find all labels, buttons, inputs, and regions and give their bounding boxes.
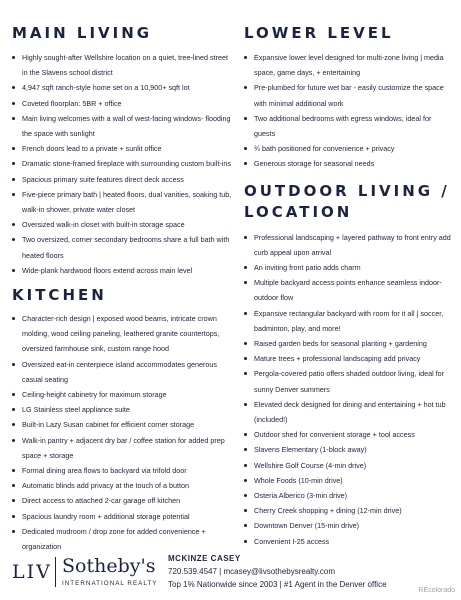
list-item: Outdoor shed for convenient storage + tool access [244,427,454,442]
list-item: Downtown Denver (15-min drive) [244,518,454,533]
outdoor-location-section [244,181,454,549]
list-item: Expansive rectangular backyard with room for it all | soccer, badminton, play, and more! [244,306,454,336]
list-item: Elevated deck designed for dining and entertaining + hot tub (included!) [244,397,454,427]
list-item: Two oversized, corner secondary bedrooms share a full bath with heated floors [12,232,234,262]
list-item: Osteria Alberico (3-min drive) [244,488,454,503]
list-item: Two additional bedrooms with egress windows, ideal for guests [244,111,454,141]
international-realty-label: INTERNATIONAL REALTY [62,580,158,587]
list-item: Built-in Lazy Susan cabinet for efficient corner storage [12,417,234,432]
list-item: Expansive lower level designed for multi-zone living | media space, game days, + entertaining [244,50,454,80]
kitchen-heading: KITCHEN [12,286,107,305]
list-item: Wellshire Golf Course (4-min drive) [244,458,454,473]
list-item: Multiple backyard access points enhance seamless indoor-outdoor flow [244,275,454,305]
sothebys-logo: Sotheby's [62,555,156,577]
list-item: Main living welcomes with a wall of west-facing windows- flooding the space with sunlight [12,111,234,141]
list-item: Five-piece primary bath | heated floors, dual vanities, soaking tub, walk-in shower, private water closet [12,187,234,217]
main-living-heading: MAIN LIVING [12,24,153,42]
list-item: Coveted floorplan: 5BR + office [12,96,234,111]
list-item: Walk-in pantry + adjacent dry bar / coffee station for added prep space + storage [12,433,234,463]
list-item: Highly sought-after Wellshire location on a quiet, tree-lined street in the Slavens school district [12,50,234,80]
list-item: Professional landscaping + layered pathway to front entry add curb appeal upon arrival [244,230,454,260]
main-living-list [12,50,234,278]
list-item: Direct access to attached 2-car garage off kitchen [12,493,234,508]
list-item: Formal dining area flows to backyard via trifold door [12,463,234,478]
list-item: Convenient I-25 access [244,534,454,549]
lower-level-list [244,50,454,172]
list-item: Slavens Elementary (1-block away) [244,442,454,457]
agent-tagline: Top 1% Nationwide since 2003 | #1 Agent in the Denver office [168,580,387,589]
list-item: Raised garden beds for seasonal planting + gardening [244,336,454,351]
list-item: Wide-plank hardwood floors extend across main level [12,263,234,278]
lower-level-heading: LOWER LEVEL [244,24,394,42]
list-item: ¾ bath positioned for convenience + privacy [244,141,454,156]
list-item: Dedicated mudroom / drop zone for added convenience + organization [12,524,234,554]
list-item: Generous storage for seasonal needs [244,156,454,171]
list-item: Ceiling-height cabinetry for maximum storage [12,387,234,402]
list-item: Spacious primary suite features direct deck access [12,172,234,187]
list-item: LG Stainless steel appliance suite [12,402,234,417]
list-item: French doors lead to a private + sunlit office [12,141,234,156]
list-item: Dramatic stone-framed fireplace with surrounding custom built-ins [12,156,234,171]
logo-divider [55,557,56,587]
list-item: Pergola-covered patio offers shaded outdoor living, ideal for sunny Denver summers [244,366,454,396]
list-item: Cherry Creek shopping + dining (12-min drive) [244,503,454,518]
lower-level-section [244,24,454,172]
agent-contact[interactable]: 720.539.4547 | mcasey@livsothebysrealty.com [168,567,336,576]
agent-name: MCKINZE CASEY [168,554,241,563]
list-item: An inviting front patio adds charm [244,260,454,275]
list-item: Oversized walk-in closet with built-in storage space [12,217,234,232]
left-column [12,0,234,554]
main-living-section [12,24,234,278]
outdoor-location-heading: OUTDOOR LIVING / LOCATION [244,181,450,221]
recolorado-watermark: REcolorado [418,587,455,594]
right-column [244,0,454,549]
list-item: Automatic blinds add privacy at the touch of a button [12,478,234,493]
list-item: Whole Foods (10-min drive) [244,473,454,488]
list-item: Mature trees + professional landscaping add privacy [244,351,454,366]
list-item: 4,947 sqft ranch-style home set on a 10,900+ sqft lot [12,80,234,95]
list-item: Spacious laundry room + additional storage potential [12,509,234,524]
list-item: Oversized eat-in centerpiece island accommodates generous casual seating [12,357,234,387]
list-item: Character-rich design | exposed wood beams, intricate crown molding, wood ceiling paneling, leathered granite countertops, oversized farmhouse sink, custom range hood [12,311,234,357]
agent-info [168,553,448,591]
kitchen-list [12,311,234,554]
outdoor-location-list [244,230,454,549]
liv-logo: LIV [12,561,52,583]
kitchen-section [12,286,234,554]
list-item: Pre-plumbed for future wet bar - easily customize the space with minimal additional work [244,80,454,110]
footer [0,553,461,600]
